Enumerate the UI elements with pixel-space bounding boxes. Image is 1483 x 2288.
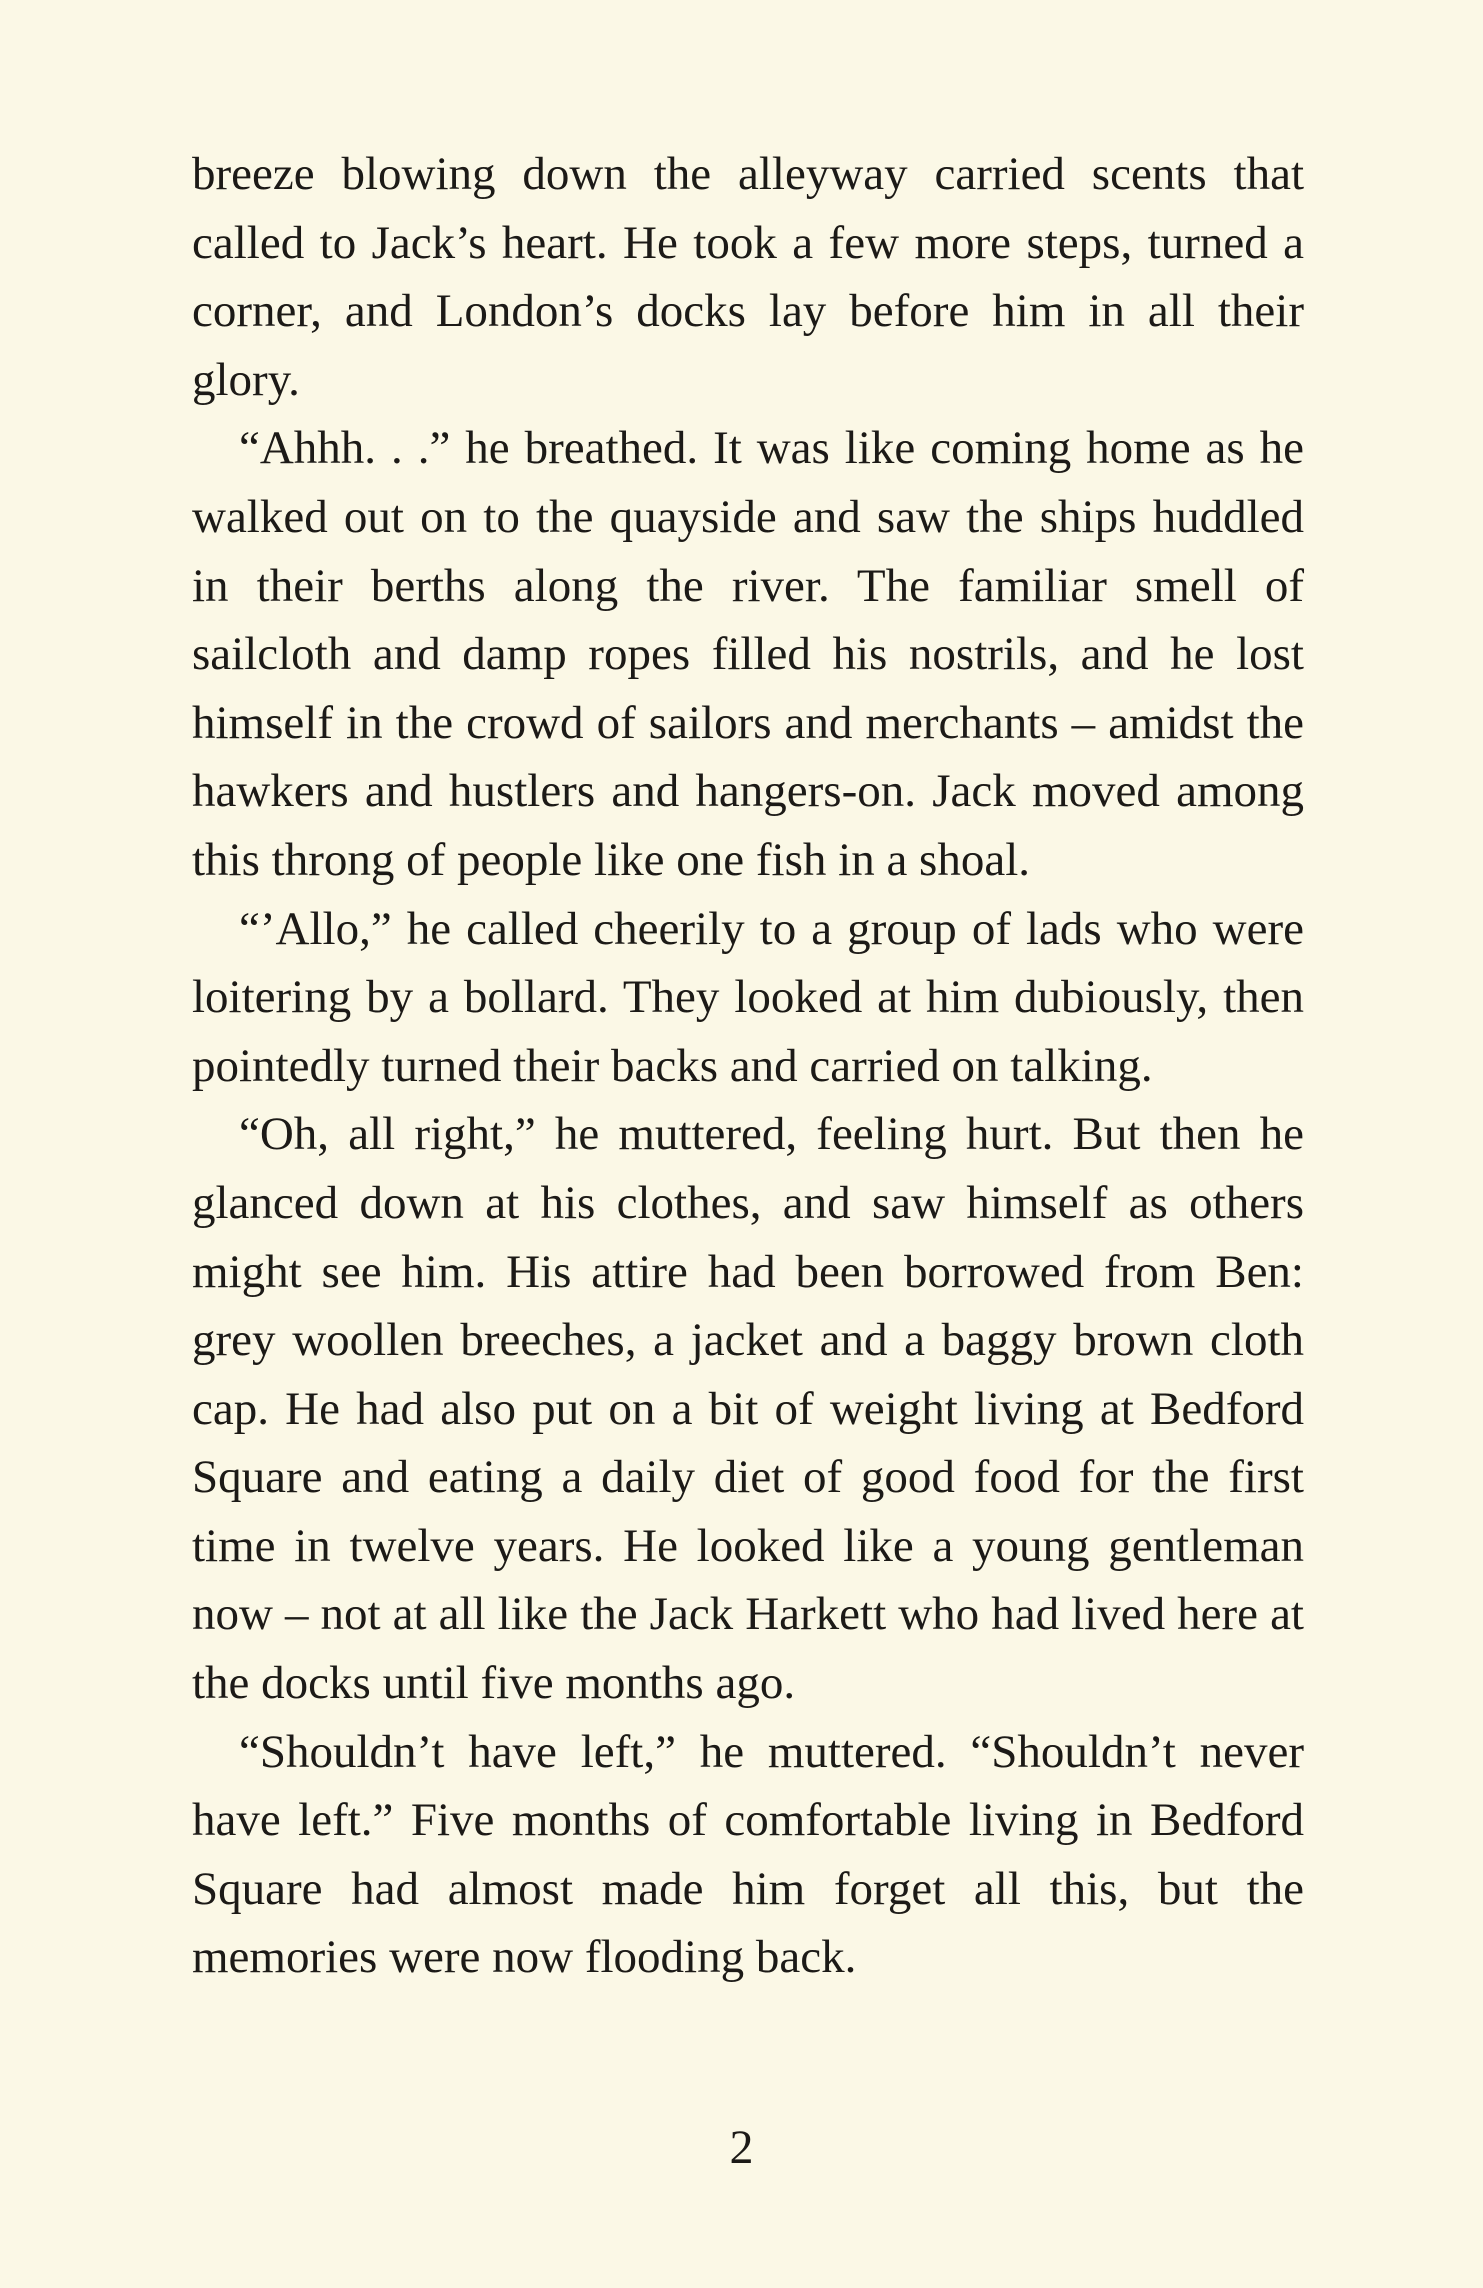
page-number: 2 <box>729 2121 754 2174</box>
paragraph-4: “Oh, all right,” he muttered, feeling hurt. But then he glanced down at his clothes, and saw himself as others might see him. His attire had been borrowed from Ben: grey woollen breeches, a jacket and a baggy brown cloth cap. He had also put on a bit of weight living at Bedford Square and eating a daily diet of good food for the first time in twelve years. He looked like a young gentleman now – not at all like the Jack Harkett who had lived here at the docks until five months ago. <box>192 1108 1304 1710</box>
paragraph-2: “Ahhh. . .” he breathed. It was like coming home as he walked out on to the quayside and saw the ships huddled in their berths along the river. The familiar smell of sailcloth and damp ropes filled his nostrils, and he lost himself in the crowd of sailors and merchants – amidst the hawkers and hustlers and hangers-on. Jack moved among this throng of people like one fish in a shoal. <box>192 422 1304 886</box>
body-text <box>192 140 1304 1992</box>
paragraph-5: “Shouldn’t have left,” he muttered. “Shouldn’t never have left.” Five months of comfortable living in Bedford Square had almost made him forget all this, but the memories were now flooding back. <box>192 1725 1304 1984</box>
paragraph-1: breeze blowing down the alleyway carried scents that called to Jack’s heart. He took a few more steps, turned a corner, and London’s docks lay before him in all their glory. <box>192 148 1304 406</box>
paragraph-3: “’Allo,” he called cheerily to a group of lads who were loitering by a bollard. They looked at him dubiously, then pointedly turned their backs and carried on talking. <box>192 902 1304 1092</box>
